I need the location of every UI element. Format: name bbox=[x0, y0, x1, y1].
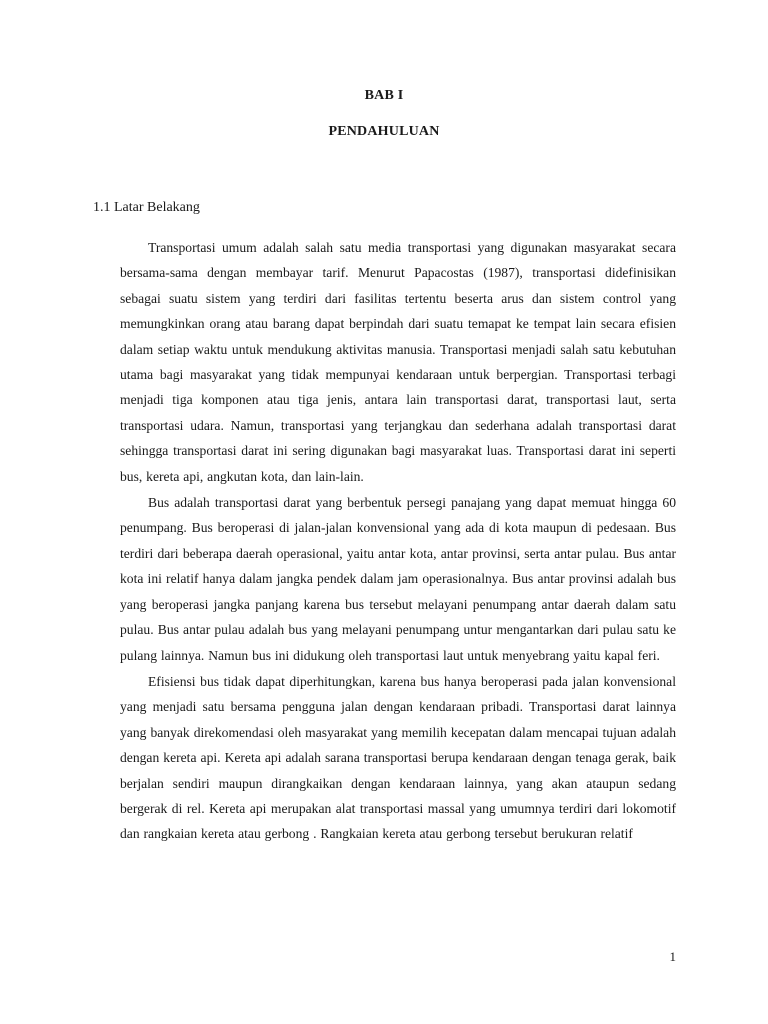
paragraph-transportasi-umum: Transportasi umum adalah salah satu media transportasi yang digunakan masyarakat secara bersama-sama dengan membayar tarif. Menurut Papacostas (1987), transportasi didefinisikan sebagai suatu sistem yang terdiri dari fasilitas tertentu beserta arus dan sistem control yang memungkinkan orang atau barang dapat berpindah dari suatu temapat ke tempat lain secara efisien dalam setiap waktu untuk mendukung aktivitas manusia. Transportasi menjadi salah satu kebutuhan utama bagi masyarakat yang tidak mempunyai kendaraan untuk berpergian. Transportasi terbagi menjadi tiga komponen atau tiga jenis, antara lain transportasi darat, transportasi laut, serta transportasi udara. Namun, transportasi yang terjangkau dan sederhana adalah transportasi darat sehingga transportasi darat ini sering digunakan bagi masyarakat luas. Transportasi darat ini seperti bus, kereta api, angkutan kota, dan lain-lain. bbox=[120, 240, 676, 484]
paragraph-bus: Bus adalah transportasi darat yang berbentuk persegi panajang yang dapat memuat hingga 60 penumpang. Bus beroperasi di jalan-jalan konvensional yang ada di kota maupun di pedesaan. Bus terdiri dari beberapa daerah operasional, yaitu antar kota, antar provinsi, serta antar pulau. Bus antar kota ini relatif hanya dalam jangka pendek dalam jam operasionalnya. Bus antar provinsi adalah bus yang beroperasi jangka panjang karena bus tersebut melayani penumpang antar daerah dalam satu pulau. Bus antar pulau adalah bus yang melayani penumpang untur mengantarkan dari pulau satu ke pulang lainnya. Namun bus ini didukung oleh transportasi laut untuk menyebrang yaitu kapal feri. bbox=[120, 495, 676, 663]
page-number: 1 bbox=[669, 949, 676, 964]
chapter-subtitle: PENDAHULUAN bbox=[328, 124, 440, 139]
body-text bbox=[120, 235, 676, 847]
chapter-title: BAB I bbox=[364, 88, 404, 103]
paragraph-efisiensi-bus: Efisiensi bus tidak dapat diperhitungkan, karena bus hanya beroperasi pada jalan konvensional yang menjadi satu bersama pengguna jalan dengan kendaraan pribadi. Transportasi darat lainnya yang banyak direkomendasi oleh masyarakat yang memilih kecepatan dalam mencapai tujuan adalah dengan kereta api. Kereta api adalah sarana transportasi berupa kendaraan dengan tenaga gerak, baik berjalan sendiri maupun dirangkaikan dengan kendaraan lainnya, yang akan ataupun sedang bergerak di rel. Kereta api merupakan alat transportasi massal yang umumnya terdiri dari lokomotif dan rangkaian kereta atau gerbong . Rangkaian kereta atau gerbong tersebut berukuran relatif bbox=[120, 673, 676, 842]
section-heading: 1.1 Latar Belakang bbox=[93, 200, 200, 215]
